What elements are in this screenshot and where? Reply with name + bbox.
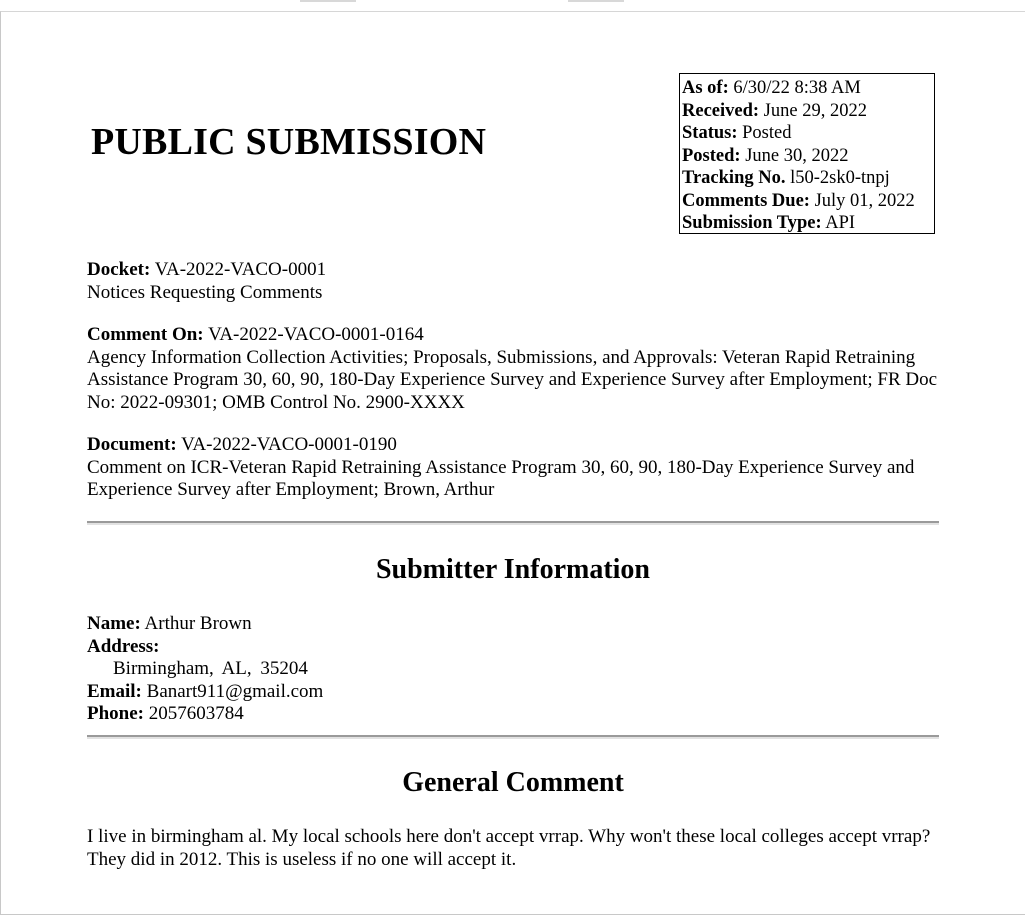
docket-id-line: Docket: VA-2022-VACO-0001 [87,259,327,280]
submitter-email: Email: Banart911@gmail.com [87,680,324,702]
submission-meta-box [679,73,935,234]
meta-status: Status: Posted [682,123,792,143]
submitter-address-line: Birmingham, AL, 35204 [113,658,308,679]
submitter-section [87,613,947,726]
comment-on-description: Agency Information Collection Activities; Proposals, Submissions, and Approvals: Veteran Rapid Retraining Assistance Program 30, 60, 90, 180-Day Experience Survey and Experience Survey after Employment; FR Doc No: 2022-09301; OMB Control No. 2900-XXXX [87,346,938,413]
horizontal-divider [87,521,939,525]
viewer-top-strip-left [300,0,356,2]
meta-tracking: Tracking No. l50-2sk0-tnpj [682,168,890,188]
page-title: PUBLIC SUBMISSION [91,121,487,163]
general-comment-heading: General Comment [402,767,624,798]
meta-received: Received: June 29, 2022 [682,100,867,121]
submitter-heading: Submitter Information [375,554,651,585]
submitter-phone: Phone: 2057603784 [87,703,244,724]
document-description: Comment on ICR-Veteran Rapid Retraining Assistance Program 30, 60, 90, 180-Day Experience Survey and Experience Survey after Employment; Brown, Arthur [87,456,915,500]
meta-posted: Posted: June 30, 2022 [682,145,849,166]
general-comment-text: I live in birmingham al. My local schools here don't accept vrrap. Why won't these local colleges accept vrrap? They did in 2012. This is useless if no one will accept it. [87,826,931,870]
meta-comments-due: Comments Due: July 01, 2022 [682,190,915,211]
horizontal-divider [87,735,939,739]
submitter-address-label: Address: [87,635,160,657]
submitter-name: Name: Arthur Brown [87,613,252,634]
docket-section [87,259,947,304]
meta-as-of: As of: 6/30/22 8:38 AM [682,78,861,98]
comment-on-section [87,324,947,414]
document-section [87,434,947,502]
docket-description: Notices Requesting Comments [87,281,323,303]
comment-on-id-line: Comment On: VA-2022-VACO-0001-0164 [87,324,424,345]
document-id-line: Document: VA-2022-VACO-0001-0190 [87,434,397,455]
viewer-top-strip-right [568,0,624,2]
meta-submission-type: Submission Type: API [682,213,856,233]
